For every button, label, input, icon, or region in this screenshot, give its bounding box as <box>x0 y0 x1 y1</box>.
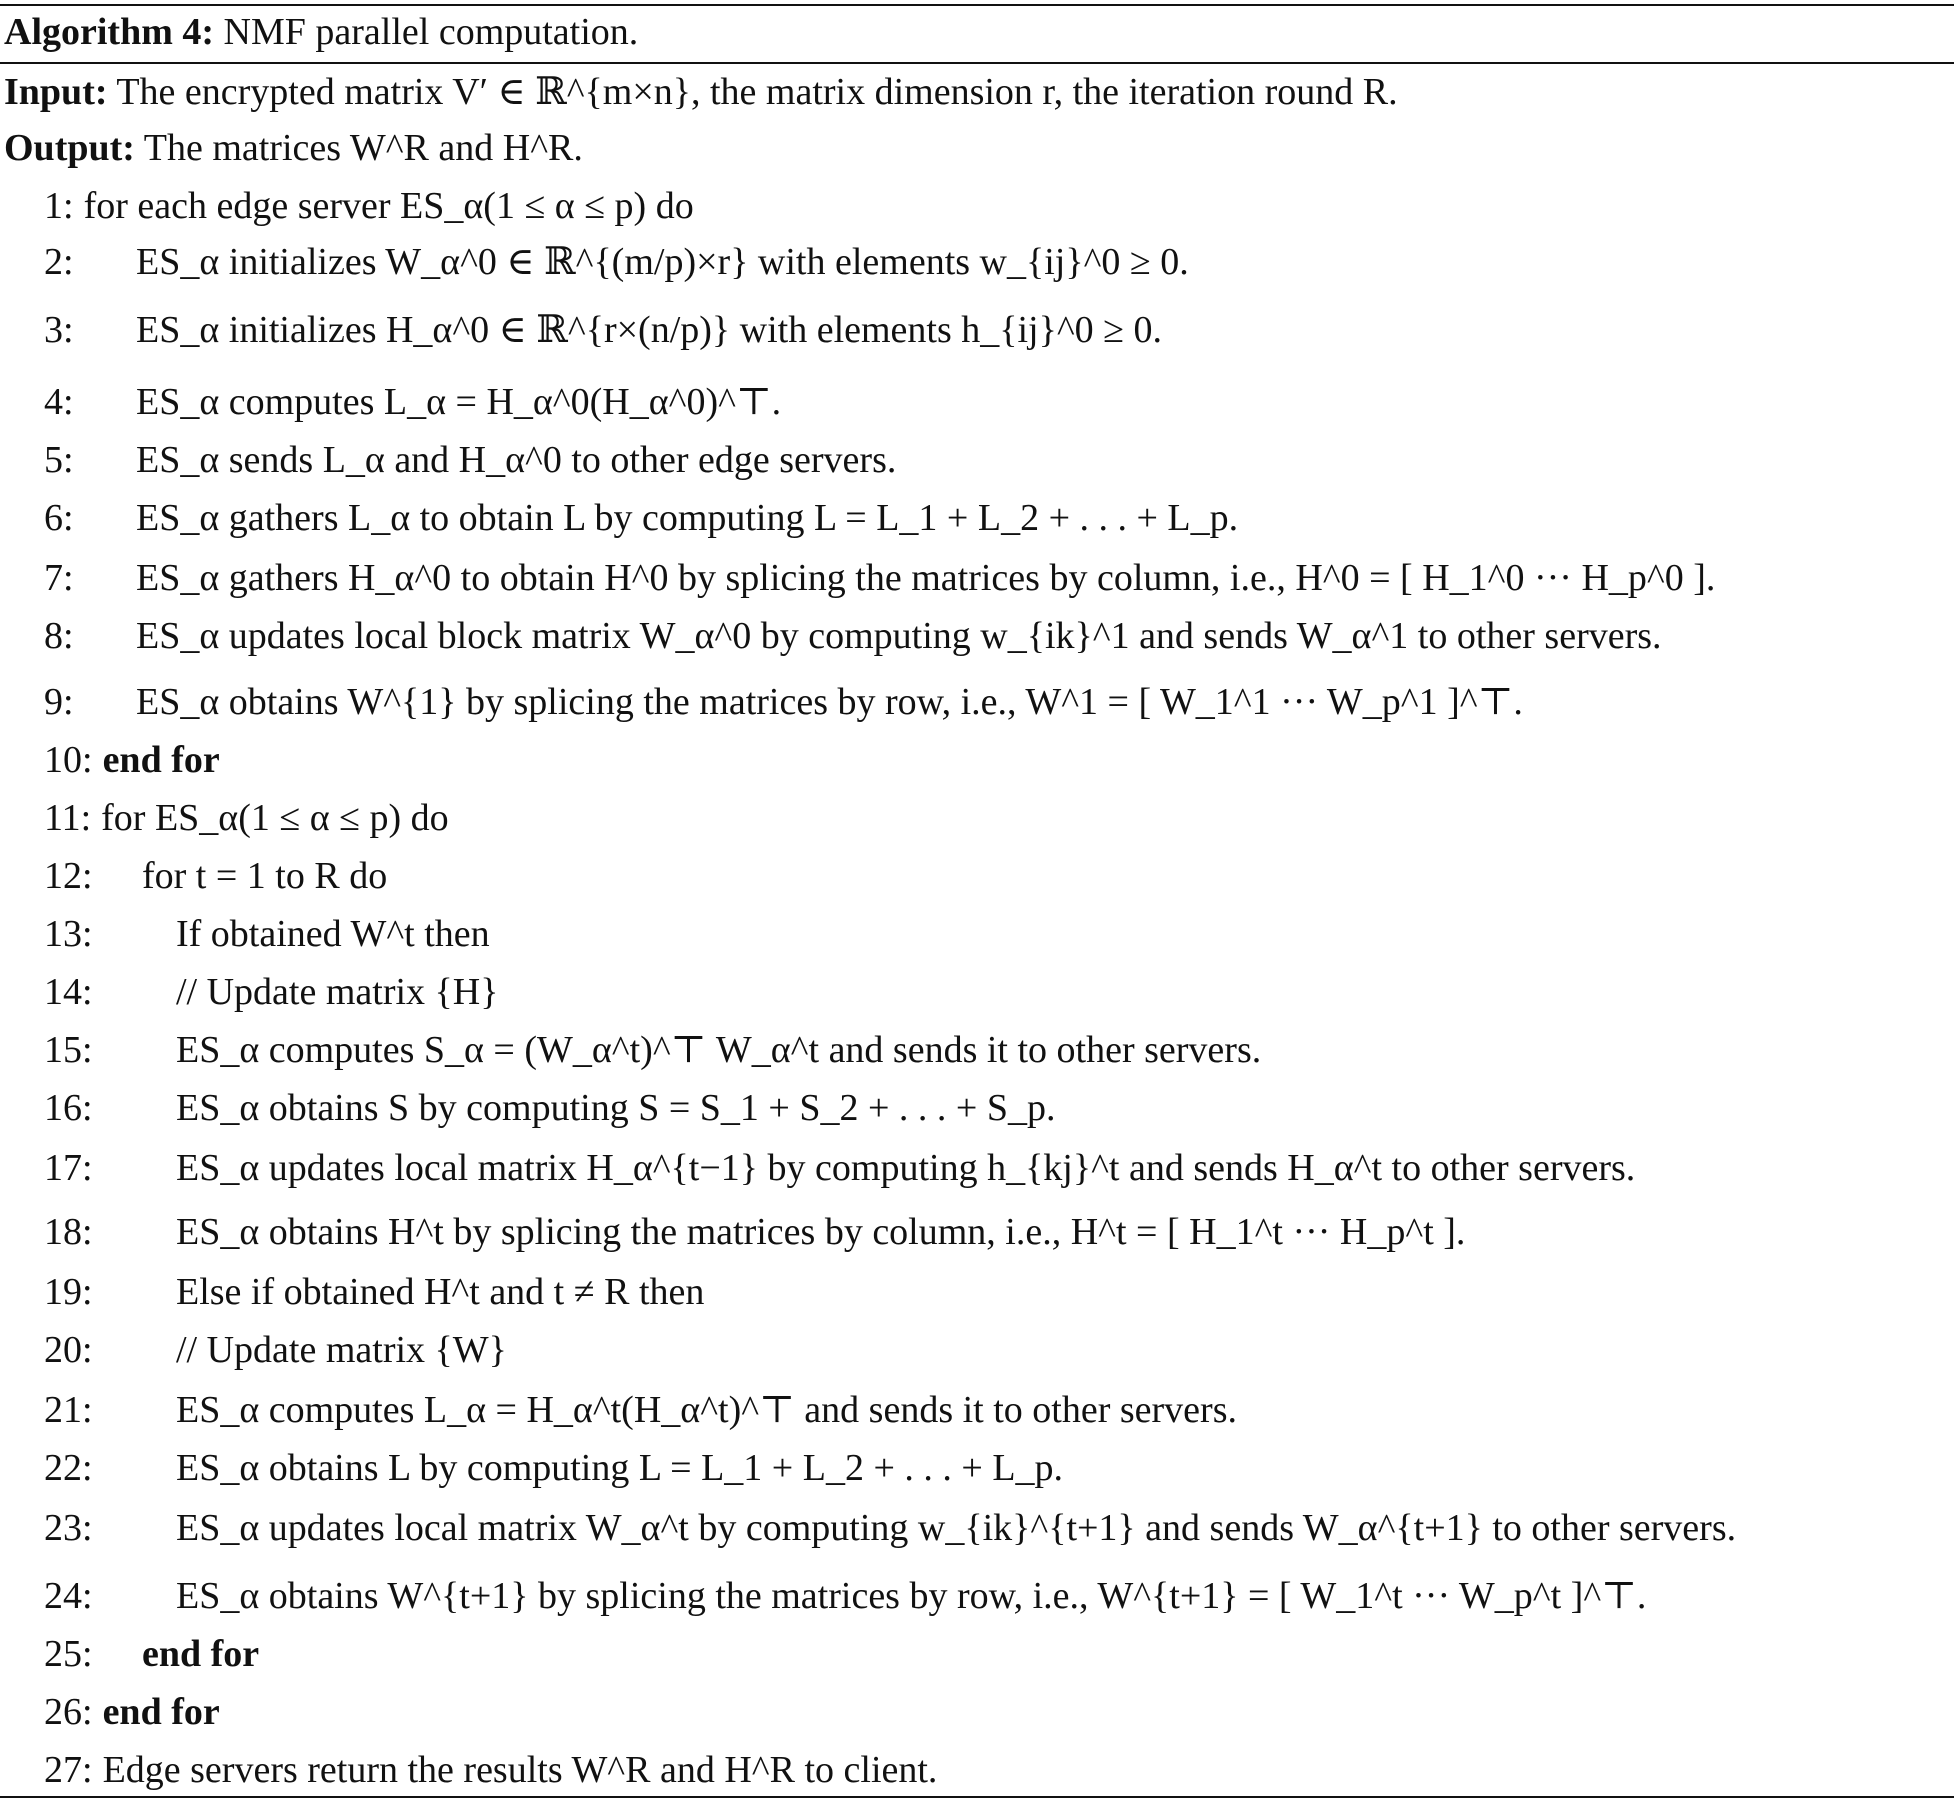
line-text: for each edge server ES_α(1 ≤ α ≤ p) do <box>83 185 694 227</box>
caption-label: Algorithm 4: <box>4 11 215 53</box>
line-text: If obtained W^t then <box>176 913 490 955</box>
line-text: for t = 1 to R do <box>142 855 388 897</box>
line-text: ES_α gathers H_α^0 to obtain H^0 by splicing the matrices by column, i.e., H^0 = [ H_1^0 ··· H_p^0 ]. <box>136 557 1716 599</box>
algo-line-21 <box>44 1384 1237 1436</box>
algo-line-15 <box>44 1024 1261 1076</box>
line-number: 20: <box>44 1329 93 1371</box>
line-number: 24: <box>44 1575 93 1617</box>
line-text: ES_α gathers L_α to obtain L by computing L = L_1 + L_2 + . . . + L_p. <box>136 497 1239 539</box>
algo-line-18 <box>44 1206 1465 1258</box>
algo-line-4 <box>44 376 781 428</box>
line-text: // Update matrix {W} <box>176 1329 507 1371</box>
algo-line-13 <box>44 908 490 960</box>
line-text: ES_α computes L_α = H_α^t(H_α^t)^⊤ and sends it to other servers. <box>176 1389 1237 1431</box>
line-text: ES_α initializes W_α^0 ∈ ℝ^{(m/p)×r} with elements w_{ij}^0 ≥ 0. <box>136 241 1189 283</box>
line-text: ES_α updates local block matrix W_α^0 by computing w_{ik}^1 and sends W_α^1 to other servers. <box>136 615 1662 657</box>
line-number: 21: <box>44 1389 93 1431</box>
algo-line-23 <box>44 1502 1736 1554</box>
line-number: 27: <box>44 1749 93 1791</box>
line-text: for ES_α(1 ≤ α ≤ p) do <box>101 797 449 839</box>
algo-line-26 <box>44 1686 220 1738</box>
line-number: 14: <box>44 971 93 1013</box>
output-line <box>4 122 583 174</box>
line-number: 8: <box>44 615 74 657</box>
line-number: 9: <box>44 681 74 723</box>
line-text: ES_α obtains L by computing L = L_1 + L_2 + . . . + L_p. <box>176 1447 1064 1489</box>
caption-rule <box>0 62 1954 64</box>
algo-line-16 <box>44 1082 1055 1134</box>
algo-line-20 <box>44 1324 507 1376</box>
algo-line-7 <box>44 552 1715 604</box>
line-text: ES_α obtains H^t by splicing the matrices by column, i.e., H^t = [ H_1^t ··· H_p^t ]. <box>176 1211 1466 1253</box>
caption-text: NMF parallel computation. <box>223 11 639 53</box>
line-number: 3: <box>44 309 74 351</box>
line-number: 15: <box>44 1029 93 1071</box>
output-label: Output: <box>4 127 135 169</box>
line-number: 22: <box>44 1447 93 1489</box>
algo-line-5 <box>44 434 896 486</box>
line-text: end for <box>142 1633 260 1675</box>
line-number: 17: <box>44 1147 93 1189</box>
algo-line-22 <box>44 1442 1063 1494</box>
algo-line-14 <box>44 966 498 1018</box>
algo-line-24 <box>44 1570 1646 1622</box>
line-text: ES_α updates local matrix W_α^t by computing w_{ik}^{t+1} and sends W_α^{t+1} to other servers. <box>176 1507 1737 1549</box>
algo-line-2 <box>44 236 1189 288</box>
input-text: The encrypted matrix V′ ∈ ℝ^{m×n}, the matrix dimension r, the iteration round R. <box>116 71 1398 113</box>
line-text: Else if obtained H^t and t ≠ R then <box>176 1271 705 1313</box>
algo-line-12 <box>44 850 387 902</box>
input-label: Input: <box>4 71 108 113</box>
line-number: 7: <box>44 557 74 599</box>
line-number: 23: <box>44 1507 93 1549</box>
line-number: 25: <box>44 1633 93 1675</box>
line-number: 10: <box>44 739 93 781</box>
line-text: end for <box>102 1691 220 1733</box>
line-number: 4: <box>44 381 74 423</box>
algo-line-8 <box>44 610 1662 662</box>
line-text: ES_α computes L_α = H_α^0(H_α^0)^⊤. <box>136 381 782 423</box>
algo-line-1 <box>44 180 694 232</box>
line-text: ES_α sends L_α and H_α^0 to other edge servers. <box>136 439 897 481</box>
line-number: 1: <box>44 185 74 227</box>
input-line <box>4 66 1398 118</box>
output-text: The matrices W^R and H^R. <box>143 127 583 169</box>
line-text: ES_α updates local matrix H_α^{t−1} by computing h_{kj}^t and sends H_α^t to other servers. <box>176 1147 1636 1189</box>
line-text: Edge servers return the results W^R and H^R to client. <box>102 1749 938 1791</box>
algo-line-25 <box>44 1628 259 1680</box>
algo-line-27 <box>44 1744 937 1796</box>
algo-line-6 <box>44 492 1238 544</box>
algo-line-9 <box>44 676 1523 728</box>
line-text: end for <box>102 739 220 781</box>
line-number: 26: <box>44 1691 93 1733</box>
bottom-rule <box>0 1796 1954 1798</box>
line-number: 18: <box>44 1211 93 1253</box>
line-number: 5: <box>44 439 74 481</box>
algo-line-17 <box>44 1142 1635 1194</box>
algo-line-11 <box>44 792 449 844</box>
line-number: 16: <box>44 1087 93 1129</box>
line-number: 19: <box>44 1271 93 1313</box>
line-text: ES_α obtains W^{1} by splicing the matrices by row, i.e., W^1 = [ W_1^1 ··· W_p^1 ]^⊤. <box>136 681 1523 723</box>
line-number: 12: <box>44 855 93 897</box>
line-text: // Update matrix {H} <box>176 971 499 1013</box>
algo-line-10 <box>44 734 220 786</box>
line-number: 11: <box>44 797 92 839</box>
algorithm-caption <box>4 6 638 58</box>
line-text: ES_α computes S_α = (W_α^t)^⊤ W_α^t and sends it to other servers. <box>176 1029 1262 1071</box>
line-number: 13: <box>44 913 93 955</box>
line-number: 6: <box>44 497 74 539</box>
line-number: 2: <box>44 241 74 283</box>
algo-line-3 <box>44 304 1162 356</box>
algo-line-19 <box>44 1266 704 1318</box>
line-text: ES_α initializes H_α^0 ∈ ℝ^{r×(n/p)} with elements h_{ij}^0 ≥ 0. <box>136 309 1163 351</box>
line-text: ES_α obtains W^{t+1} by splicing the matrices by row, i.e., W^{t+1} = [ W_1^t ··· W_p^t ]^⊤. <box>176 1575 1647 1617</box>
line-text: ES_α obtains S by computing S = S_1 + S_2 + . . . + S_p. <box>176 1087 1056 1129</box>
